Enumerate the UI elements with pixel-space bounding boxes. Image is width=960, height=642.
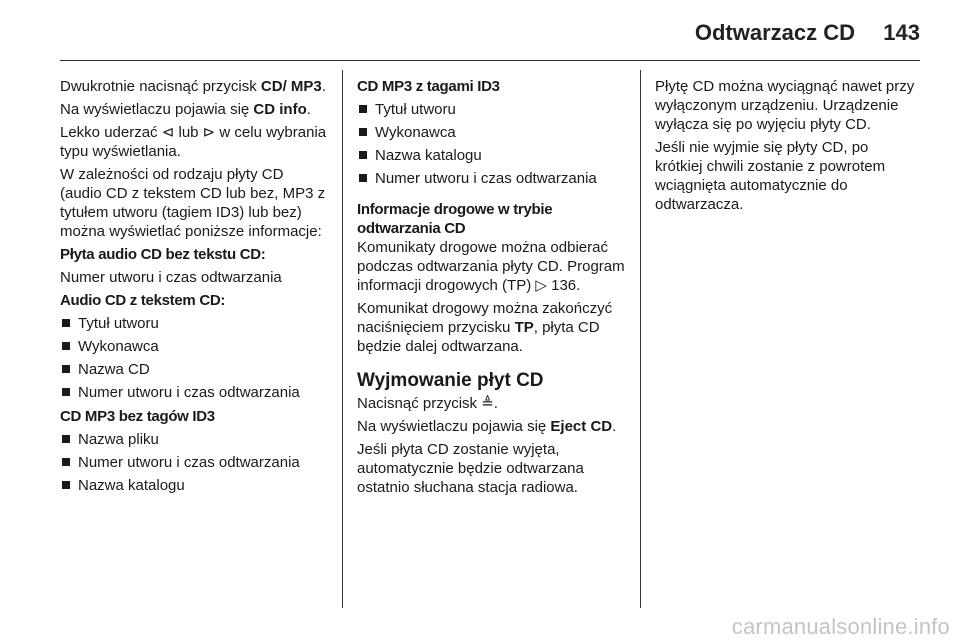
- subheading-audio-cd-text: Audio CD z tekstem CD:: [60, 292, 226, 309]
- display-text-cd-info: CD info: [253, 101, 307, 118]
- list-item: Tytuł utworu: [60, 314, 328, 333]
- header-divider: [60, 60, 920, 61]
- mp3-tags-list: [357, 100, 627, 188]
- audio-cd-no-text-info: Numer utworu i czas odtwarzania: [60, 269, 282, 286]
- watermark: carmanualsonline.info: [731, 614, 950, 639]
- column-divider-2: [640, 70, 641, 608]
- list-item: Nazwa katalogu: [357, 146, 627, 165]
- column-3: [655, 77, 920, 218]
- paragraph-traffic-announcements: Komunikaty drogowe można odbierać podczas odtwarzania płyty CD. Program informacji drogowych (TP) ▷ 136.: [357, 239, 625, 294]
- page-reference-icon: ▷: [535, 276, 547, 294]
- seek-left-icon: ⊲: [161, 123, 175, 141]
- subheading-mp3-no-tags: CD MP3 bez tagów ID3: [60, 408, 215, 425]
- paragraph-after-eject: Jeśli płyta CD zostanie wyjęta, automatycznie będzie odtwarzana ostatnio słuchana stacja radiowa.: [357, 441, 584, 496]
- list-item: Wykonawca: [357, 123, 627, 142]
- display-text-eject-cd: Eject CD: [550, 418, 613, 435]
- list-item: Nazwa katalogu: [60, 476, 328, 495]
- column-2: [357, 77, 627, 501]
- paragraph-auto-retract: Jeśli nie wyjmie się płyty CD, po krótkiej chwili zostanie z powrotem wciągnięta automatycznie do odtwarzacza.: [655, 139, 886, 213]
- paragraph-select-display: Lekko uderzać ⊲ lub ⊳ w celu wybrania typu wyświetlania.: [60, 123, 327, 160]
- paragraph-press-eject: Nacisnąć przycisk ≜.: [357, 394, 498, 412]
- list-item: Tytuł utworu: [357, 100, 627, 119]
- list-item: Numer utworu i czas odtwarzania: [357, 169, 627, 188]
- page-number: 143: [883, 20, 920, 45]
- paragraph-remove-when-off: Płytę CD można wyciągnąć nawet przy wyłączonym urządzeniu. Urządzenie wyłącza się po wyjęciu płyty CD.: [655, 78, 915, 133]
- page-title: Odtwarzacz CD: [694, 20, 855, 45]
- column-divider-1: [342, 70, 343, 608]
- subheading-mp3-tags: CD MP3 z tagami ID3: [357, 78, 500, 95]
- button-name-tp: TP: [514, 319, 534, 336]
- list-item: Numer utworu i czas odtwarzania: [60, 383, 328, 402]
- column-1: [60, 77, 328, 500]
- list-item: Numer utworu i czas odtwarzania: [60, 453, 328, 472]
- eject-icon: ≜: [481, 394, 494, 412]
- section-title-eject: Wyjmowanie płyt CD: [357, 370, 544, 391]
- paragraph-cd-types: W zależności od rodzaju płyty CD (audio CD z tekstem CD lub bez, MP3 z tytułem utworu (tagiem ID3) lub bez) można wyświetlać poniższe informacje:: [60, 166, 326, 240]
- subheading-audio-cd-no-text: Płyta audio CD bez tekstu CD:: [60, 246, 266, 263]
- list-item: Wykonawca: [60, 337, 328, 356]
- mp3-no-tags-list: [60, 430, 328, 495]
- button-name-cd-mp3: CD/ MP3: [260, 78, 322, 95]
- seek-right-icon: ⊳: [202, 123, 216, 141]
- paragraph-display-cd-info: Na wyświetlaczu pojawia się CD info.: [60, 101, 311, 118]
- paragraph-traffic-cancel: Komunikat drogowy można zakończyć naciśnięciem przycisku TP, płyta CD będzie dalej odtwarzana.: [357, 300, 613, 355]
- paragraph-display-eject: Na wyświetlaczu pojawia się Eject CD.: [357, 418, 617, 435]
- audio-cd-text-list: [60, 314, 328, 402]
- list-item: Nazwa CD: [60, 360, 328, 379]
- subheading-traffic-info: Informacje drogowe w trybie odtwarzania CD: [357, 201, 553, 237]
- paragraph-press-button: Dwukrotnie nacisnąć przycisk CD/ MP3.: [60, 78, 326, 95]
- list-item: Nazwa pliku: [60, 430, 328, 449]
